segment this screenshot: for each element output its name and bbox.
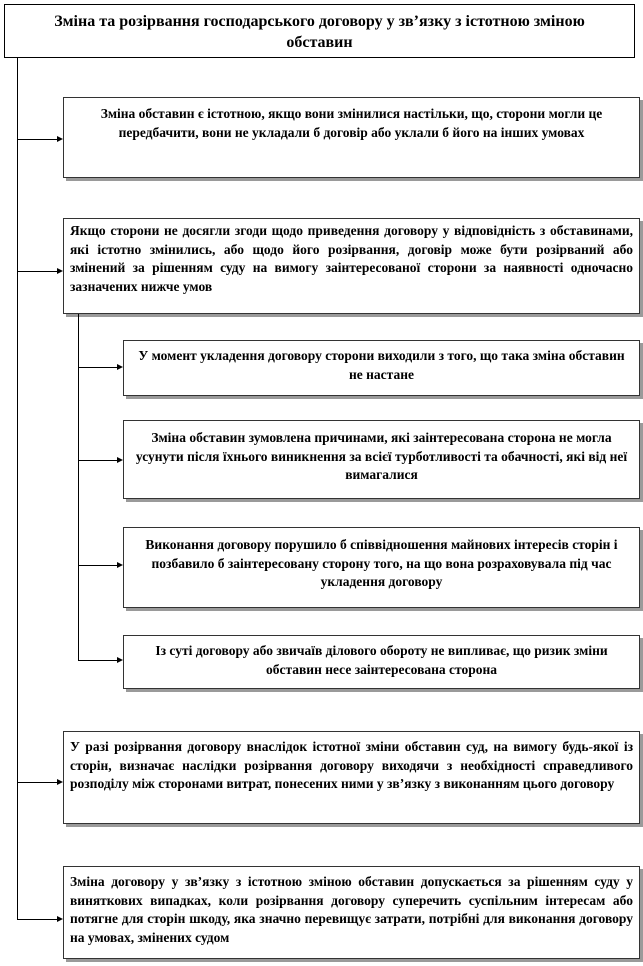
connector-modification (17, 919, 57, 920)
connector-condition-3 (78, 565, 117, 566)
condition-box-4: Із суті договору або звичаїв ділового обороту не випливає, що ризик зміни обставин несе заінтересована сторона (123, 635, 640, 689)
termination-box: У разі розірвання договору внаслідок істотної зміни обставин суд, на вимогу будь-якої із сторін, визначає наслідки розірвання договору виходячи з необхідності справедливого розподілу між сторонами витрат, понесених ними у зв’язку з виконанням цього договору (63, 731, 640, 824)
connector-termination (17, 782, 57, 783)
diagram-title: Зміна та розірвання господарського договору у зв’язку з істотною зміною обставин (4, 4, 635, 58)
modification-box: Зміна договору у зв’язку з істотною зміною обставин допускається за рішенням суду у виняткових випадках, коли розірвання договору суперечить суспільним інтересам або потягне для сторін шкоду, яка значно перевищує затрати, потрібні для виконання договору на умовах, змінених судом (63, 866, 640, 959)
conditions-connector-line (78, 314, 79, 660)
connector-condition-2 (78, 460, 117, 461)
court-condition-box: Якщо сторони не досягли згоди щодо приведення договору у відповідність з обставинами, які істотно змінились, або щодо його розірвання, договір може бути розірваний або змінений за рішенням суду на вимогу заінтересованої сторони за наявності одночасно зазначених нижче умов (63, 218, 640, 314)
main-connector-line (17, 58, 18, 920)
connector-court (17, 271, 57, 272)
definition-box: Зміна обставин є істотною, якщо вони змінилися настільки, що, сторони могли це передбачити, вони не укладали б договір або уклали б його на інших умовах (63, 97, 640, 178)
connector-condition-1 (78, 367, 117, 368)
condition-box-2: Зміна обставин зумовлена причинами, які заінтересована сторона не могла усунути після їхнього виникнення за всієї турботливості та обачності, які від неї вимагалися (123, 420, 640, 499)
condition-box-1: У момент укладення договору сторони виходили з того, що така зміна обставин не настане (123, 340, 640, 396)
condition-box-3: Виконання договору порушило б співвідношення майнових інтересів сторін і позбавило б заінтересовану сторону того, на що вона розраховувала під час укладення договору (123, 527, 640, 608)
connector-condition-4 (78, 660, 117, 661)
connector-definition (17, 139, 57, 140)
